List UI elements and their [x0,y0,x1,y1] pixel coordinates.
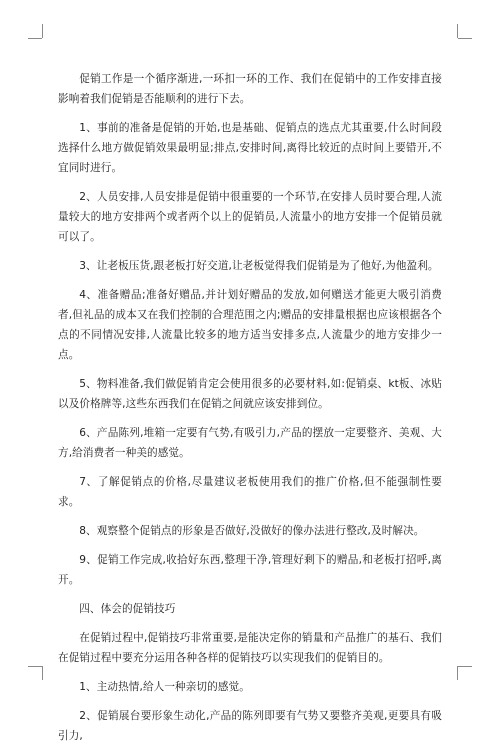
document-body [58,69,442,755]
paragraph: 2、促销展台要形象生动化,产品的陈列即要有气势又要整齐美观,更要具有吸引力, [58,710,442,742]
crop-mark-top-left [28,38,42,39]
paragraph: 7、了解促销点的价格,尽量建议老板使用我们的推广价格,但不能强制性要求。 [58,476,442,508]
paragraph: 4、准备赠品;准备好赠品,并计划好赠品的发放,如何赠送才能更大吸引消费者,但礼品的成本又在我们控制的合理范围之内;赠品的安排量根据也应该根据各个点的不同情况安排,人流量比较多的地方适当安排多点,人流量少的地方安排少一点。 [58,289,442,361]
crop-mark-bottom-left [42,666,43,680]
paragraph: 9、促销工作完成,收拾好东西,整理干净,管理好剩下的赠品,和老板打招呼,离开。 [58,554,442,586]
paragraph: 促销工作是一个循序渐进,一环扣一环的工作、我们在促销中的工作安排直接影响着我们促销是否能顺利的进行下去。 [58,73,442,105]
paragraph: 3、让老板压货,跟老板打好交道,让老板觉得我们促销是为了他好,为他盈利。 [79,260,439,272]
paragraph: 1、事前的准备是促销的开始,也是基础、促销点的选点尤其重要,什么时间段选择什么地方做促销效果最明显;排点,安排时间,离得比较近的点时间上要错开,不宜同时进行。 [58,122,442,174]
crop-mark-bottom-right [457,666,458,680]
paragraph: 1、主动热情,给人一种亲切的感觉。 [79,681,250,693]
paragraph: 5、物料准备,我们做促销肯定会使用很多的必要材料,如:促销桌、kt板、冰贴以及价格牌等,这些东西我们在促销之间就应该安排到位。 [58,378,442,410]
crop-mark-bottom-left [28,666,42,667]
paragraph: 6、产品陈列,堆箱一定要有气势,有吸引力,产品的摆放一定要整齐、美观、大方,给消费者一种美的感觉。 [58,427,442,459]
crop-mark-top-right [457,24,458,38]
paragraph: 2、人员安排,人员安排是促销中很重要的一个环节,在安排人员时要合理,人流量较大的地方安排两个或者两个以上的促销员,人流量小的地方安排一个促销员就可以了。 [58,191,442,243]
section-heading: 四、体会的促销技巧 [79,603,176,615]
crop-mark-bottom-right [458,666,472,667]
paragraph: 8、观察整个促销点的形象是否做好,没做好的像办法进行整改,及时解决。 [79,525,425,537]
crop-mark-top-left [42,24,43,38]
crop-mark-top-right [458,38,472,39]
paragraph: 在促销过程中,促销技巧非常重要,是能决定你的销量和产品推广的基石、我们在促销过程中要充分运用各种各样的促销技巧以实现我们的促销目的。 [58,632,442,664]
